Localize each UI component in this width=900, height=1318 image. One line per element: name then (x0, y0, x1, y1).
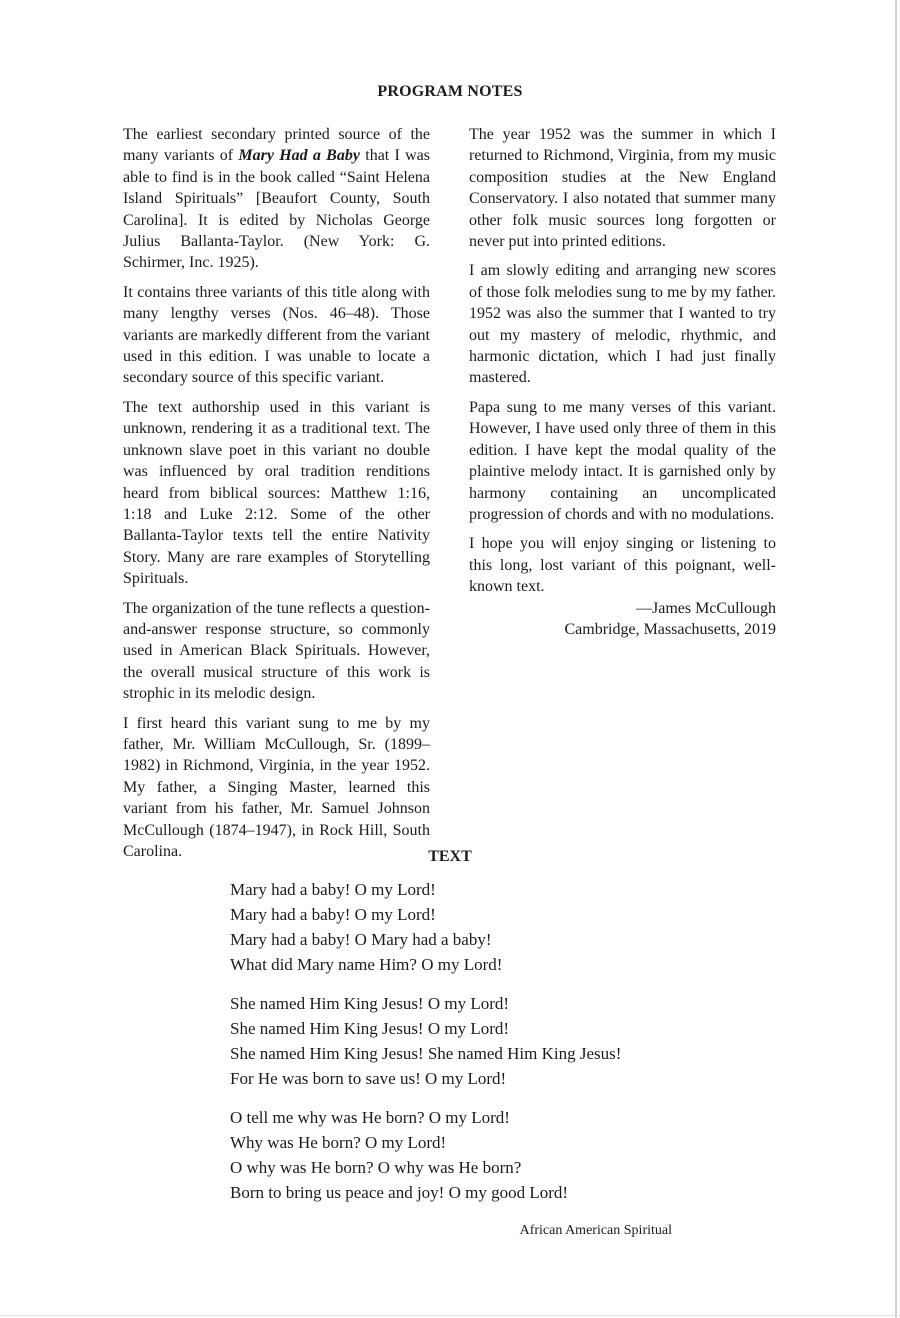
lyric-line: For He was born to save us! O my Lord! (230, 1069, 507, 1088)
notes-paragraph-1 (123, 124, 430, 274)
notes-paragraph-9: I hope you will enjoy singing or listening to this long, lost variant of this poignant, well-known text. (469, 535, 776, 596)
notes-paragraph-8: Papa sung to me many verses of this variant. However, I have used only three of them in this edition. I have kept the modal quality of the plaintive melody intact. It is garnished only by harmony containing an uncomplicated progression of chords and with no modulations. (469, 398, 776, 523)
notes-paragraph-3: The text authorship used in this variant is unknown, rendering it as a traditional text. The unknown slave poet in this variant no double was influenced by oral tradition renditions heard from biblical sources: Matthew 1:16, 1:18 and Luke 2:12. Some of the other Ballanta-Taylor texts tell the entire Nativity Story. Many are rare examples of Storytelling Spirituals. (123, 398, 430, 588)
notes-paragraph-7: I am slowly editing and arranging new scores of those folk melodies sung to me by my father. 1952 was also the summer that I wanted to try out my mastery of melodic, rhythmic, and harmonic dictation, which I had just finally mastered. (469, 262, 776, 387)
lyric-line: Mary had a baby! O my Lord! (230, 905, 436, 924)
notes-column-left (123, 124, 430, 862)
notes-paragraph-6: The year 1952 was the summer in which I returned to Richmond, Virginia, from my music composition studies at the New England Conservatory. I also notated that summer many other folk music sources long forgotten or never put into printed editions. (469, 126, 776, 251)
notes-paragraph-1-text-start: The earliest secondary printed source of the many variants of (123, 126, 430, 165)
stanza (230, 991, 790, 1091)
program-notes-heading: PROGRAM NOTES (377, 83, 523, 100)
text-heading: TEXT (428, 848, 472, 865)
notes-paragraph-2: It contains three variants of this title along with many lengthy verses (Nos. 46–48). Those variants are markedly different from the variant used in this edition. I was unable to locate a secondary source of this specific variant. (123, 283, 430, 387)
signature-place: Cambridge, Massachusetts, 2019 (564, 620, 776, 638)
lyric-line: She named Him King Jesus! O my Lord! (230, 994, 510, 1013)
lyric-line: She named Him King Jesus! She named Him King Jesus! (230, 1044, 622, 1063)
notes-paragraph-1-text-end: that I was able to find is in the book called “Saint Helena Island Spirituals” [Beaufort County, South Carolina]. It is edited by Nicholas George Julius Ballanta-Taylor. (New York: G. Schirmer, Inc. 1925). (123, 147, 431, 272)
page-edge-right (895, 0, 897, 1318)
notes-column-right (469, 124, 776, 640)
page-edge-bottom (0, 1315, 900, 1316)
lyric-line: O why was He born? O why was He born? (230, 1158, 522, 1177)
signature-name: —James McCullough (636, 599, 776, 617)
lyric-line: Mary had a baby! O my Lord! (230, 880, 436, 899)
lyric-line: O tell me why was He born? O my Lord! (230, 1108, 510, 1127)
stanza (230, 877, 790, 977)
text-source: African American Spiritual (519, 1223, 672, 1238)
lyric-line: Mary had a baby! O Mary had a baby! (230, 930, 492, 949)
lyric-line: She named Him King Jesus! O my Lord! (230, 1019, 510, 1038)
lyric-line: Why was He born? O my Lord! (230, 1133, 447, 1152)
notes-paragraph-5: I first heard this variant sung to me by my father, Mr. William McCullough, Sr. (1899–1982) in Richmond, Virginia, in the year 1952. My father, a Singing Master, learned this variant from his father, Mr. Samuel Johnson McCullough (1874–1947), in Rock Hill, South Carolina. (123, 714, 430, 860)
lyric-line: Born to bring us peace and joy! O my good Lord! (230, 1183, 569, 1202)
notes-paragraph-4: The organization of the tune reflects a question-and-answer response structure, so commonly used in American Black Spirituals. However, the overall musical structure of this work is strophic in its melodic design. (123, 599, 430, 703)
work-title: Mary Had a Baby (238, 147, 360, 165)
stanza (230, 1105, 790, 1205)
lyrics (230, 877, 790, 1219)
lyric-line: What did Mary name Him? O my Lord! (230, 955, 503, 974)
